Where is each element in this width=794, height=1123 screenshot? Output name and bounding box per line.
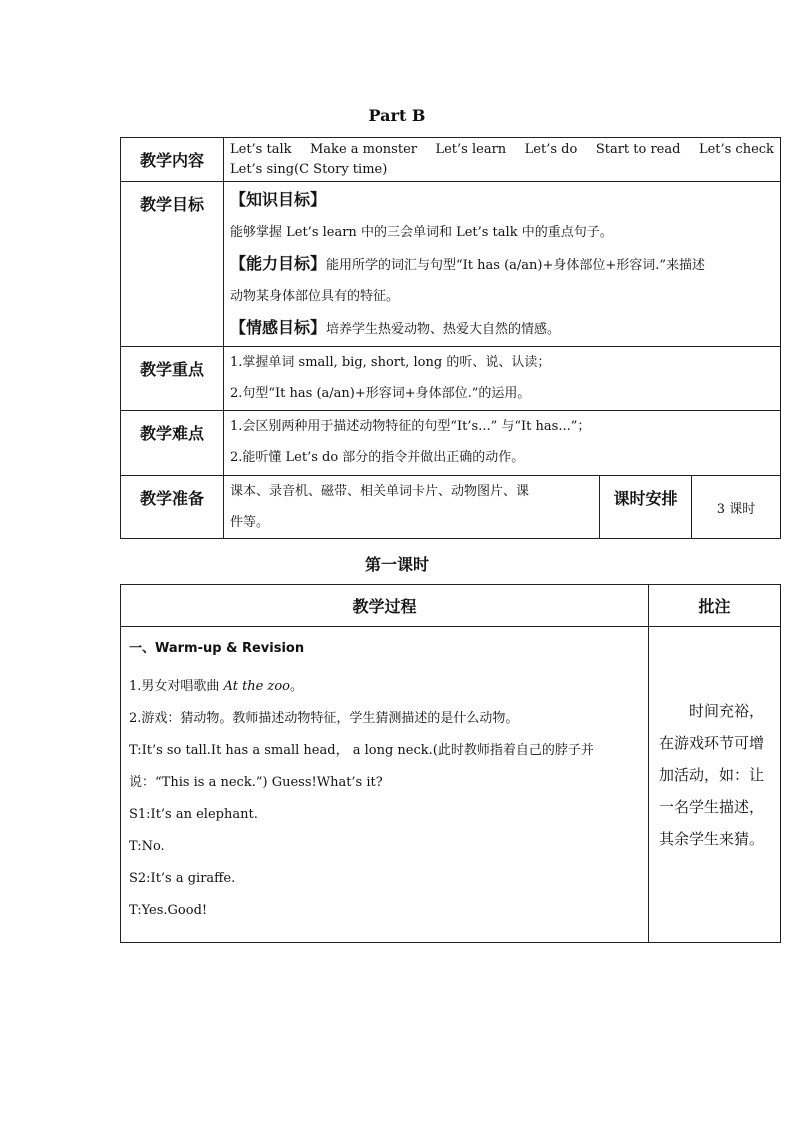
knowledge-text: 能够掌握 Let’s learn 中的三会单词和 Let’s talk 中的重点句子。 <box>230 225 613 240</box>
key-points-label: 教学重点 <box>121 347 224 411</box>
key-point-1: 1.掌握单词 small, big, short, long 的听、说、认读； <box>230 355 551 370</box>
topic-item: Let’s do <box>524 142 578 157</box>
objectives-cell <box>224 182 781 347</box>
difficulties-label: 教学难点 <box>121 411 224 476</box>
topic-item: Let’s learn <box>435 142 507 157</box>
difficulties-cell <box>224 411 781 476</box>
topic-item: Let’s talk <box>230 142 292 157</box>
dialogue-line: S2:It’s a giraffe. <box>129 871 236 886</box>
notes-header: 批注 <box>649 585 781 627</box>
emotion-text: 培养学生热爱动物、热爱大自然的情感。 <box>326 322 561 337</box>
dialogue-line: T:Yes.Good! <box>129 903 208 918</box>
preparation-label: 教学准备 <box>121 476 224 539</box>
lesson-title: 第一课时 <box>364 555 429 574</box>
dialogue-line: T:No. <box>129 839 165 854</box>
ability-text-continued: 动物某身体部位具有的特征。 <box>230 289 400 304</box>
preparation-line-1: 课本、录音机、磁带、相关单词卡片、动物图片、课 <box>230 484 530 499</box>
process-table <box>120 584 781 943</box>
section-heading: 一、Warm-up & Revision <box>129 641 305 656</box>
process-item-2: 2.游戏：猜动物。教师描述动物特征，学生猜测描述的是什么动物。 <box>129 711 519 726</box>
dialogue-line: S1:It’s an elephant. <box>129 807 258 822</box>
dialogue-line: T:It’s so tall.It has a small head， a long neck.(此时教师指着自己的脖子并 <box>129 743 594 758</box>
item1-suffix: 。 <box>290 679 304 694</box>
ability-heading: 【能力目标】 <box>230 254 327 273</box>
topics-line-1 <box>224 138 780 160</box>
dialogue-line: 说：“This is a neck.”) Guess!What’s it? <box>129 775 383 790</box>
content-cell <box>224 138 781 182</box>
note-cell <box>649 627 781 943</box>
process-cell <box>121 627 649 943</box>
schedule-label: 课时安排 <box>600 476 692 539</box>
schedule-value: 3 课时 <box>692 476 781 539</box>
preparation-line-2: 件等。 <box>230 515 270 530</box>
key-points-cell <box>224 347 781 411</box>
emotion-heading: 【情感目标】 <box>230 318 327 337</box>
topic-item: Let’s check <box>698 142 774 157</box>
topics-line-2: Let’s sing(C Story time) <box>230 162 388 177</box>
ability-text: 能用所学的词汇与句型“It has (a/an)+身体部位+形容词.”来描述 <box>326 258 706 273</box>
topic-item: Make a monster <box>310 142 417 157</box>
process-item-1 <box>121 671 648 703</box>
difficulty-1: 1.会区别两种用于描述动物特征的句型“It’s...” 与“It has...”； <box>230 419 591 434</box>
key-point-2: 2.句型“It has (a/an)+形容词+身体部位.”的运用。 <box>230 386 531 401</box>
lesson-info-table <box>120 137 781 539</box>
teacher-note: 时间充裕，在游戏环节可增加活动，如：让一名学生描述，其余学生来猜。 <box>659 702 765 848</box>
objectives-label: 教学目标 <box>121 182 224 347</box>
knowledge-heading: 【知识目标】 <box>230 190 327 209</box>
content-label: 教学内容 <box>121 138 224 182</box>
topic-item: Start to read <box>595 142 681 157</box>
process-header: 教学过程 <box>121 585 649 627</box>
page-title: Part B <box>368 106 426 125</box>
song-title: At the zoo <box>223 679 290 694</box>
preparation-cell <box>224 476 600 539</box>
item1-prefix: 1.男女对唱歌曲 <box>129 679 224 694</box>
difficulty-2: 2.能听懂 Let’s do 部分的指令并做出正确的动作。 <box>230 450 525 465</box>
